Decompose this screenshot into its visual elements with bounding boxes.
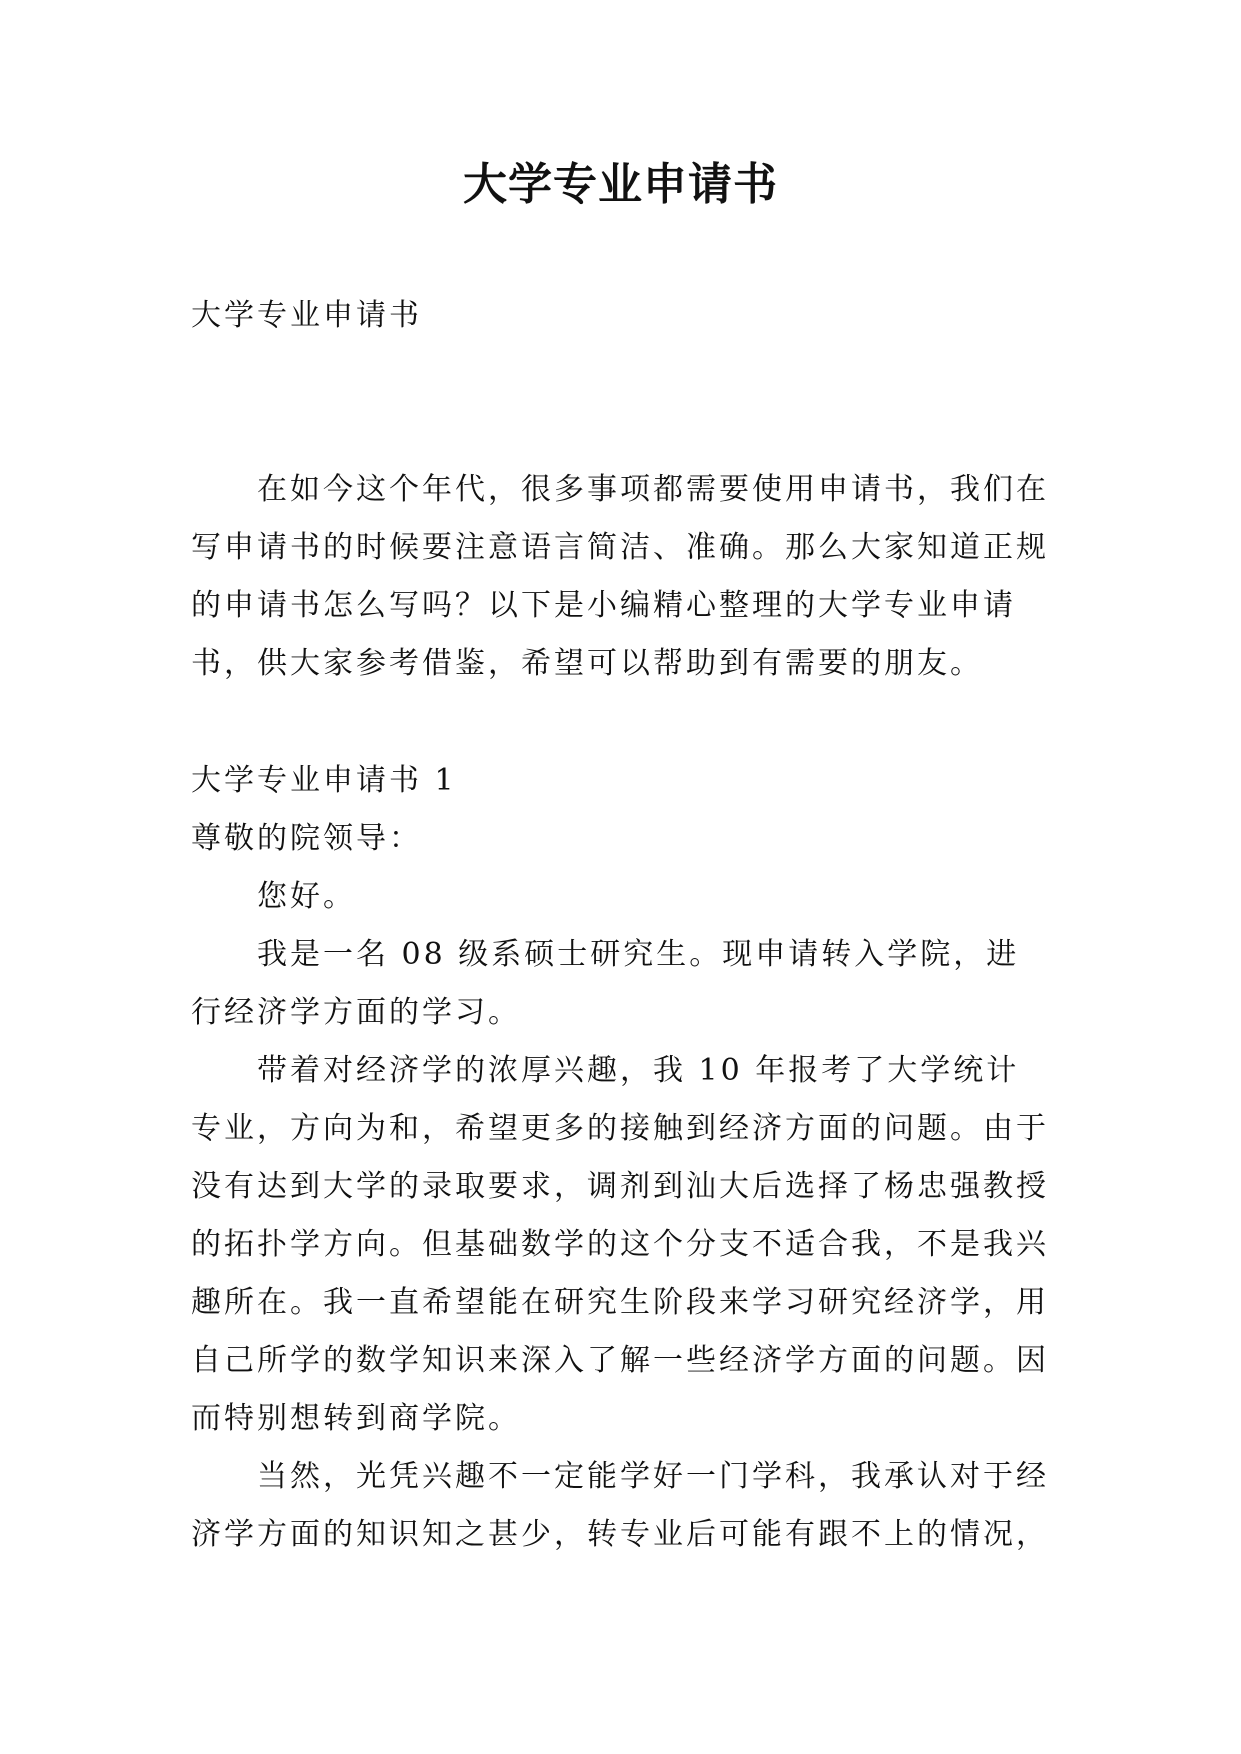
document-subtitle: 大学专业申请书 — [191, 298, 422, 333]
greeting: 您好。 — [257, 879, 356, 914]
body-paragraph: 当然，光凭兴趣不一定能学好一门学科，我承认对于经济学方面的知识知之甚少，转专业后可能有跟不上的情况， — [191, 1459, 1049, 1552]
body-paragraph: 我是一名 08 级系硕士研究生。现申请转入学院，进行经济学方面的学习。 — [191, 937, 1020, 1030]
document-title: 大学专业申请书 — [463, 159, 778, 210]
salutation: 尊敬的院领导： — [191, 821, 422, 856]
section-heading: 大学专业申请书 1 — [191, 763, 457, 798]
body-paragraph: 带着对经济学的浓厚兴趣，我 10 年报考了大学统计专业，方向为和，希望更多的接触到经济方面的问题。由于没有达到大学的录取要求，调剂到汕大后选择了杨忠强教授的拓扑学方向。但基础数学的这个分支不适合我，不是我兴趣所在。我一直希望能在研究生阶段来学习研究经济学，用自己所学的数学知识来深入了解一些经济学方面的问题。因而特别想转到商学院。 — [191, 1053, 1049, 1436]
intro-paragraph: 在如今这个年代，很多事项都需要使用申请书，我们在写申请书的时候要注意语言简洁、准确。那么大家知道正规的申请书怎么写吗？以下是小编精心整理的大学专业申请书，供大家参考借鉴，希望可以帮助到有需要的朋友。 — [191, 472, 1049, 681]
